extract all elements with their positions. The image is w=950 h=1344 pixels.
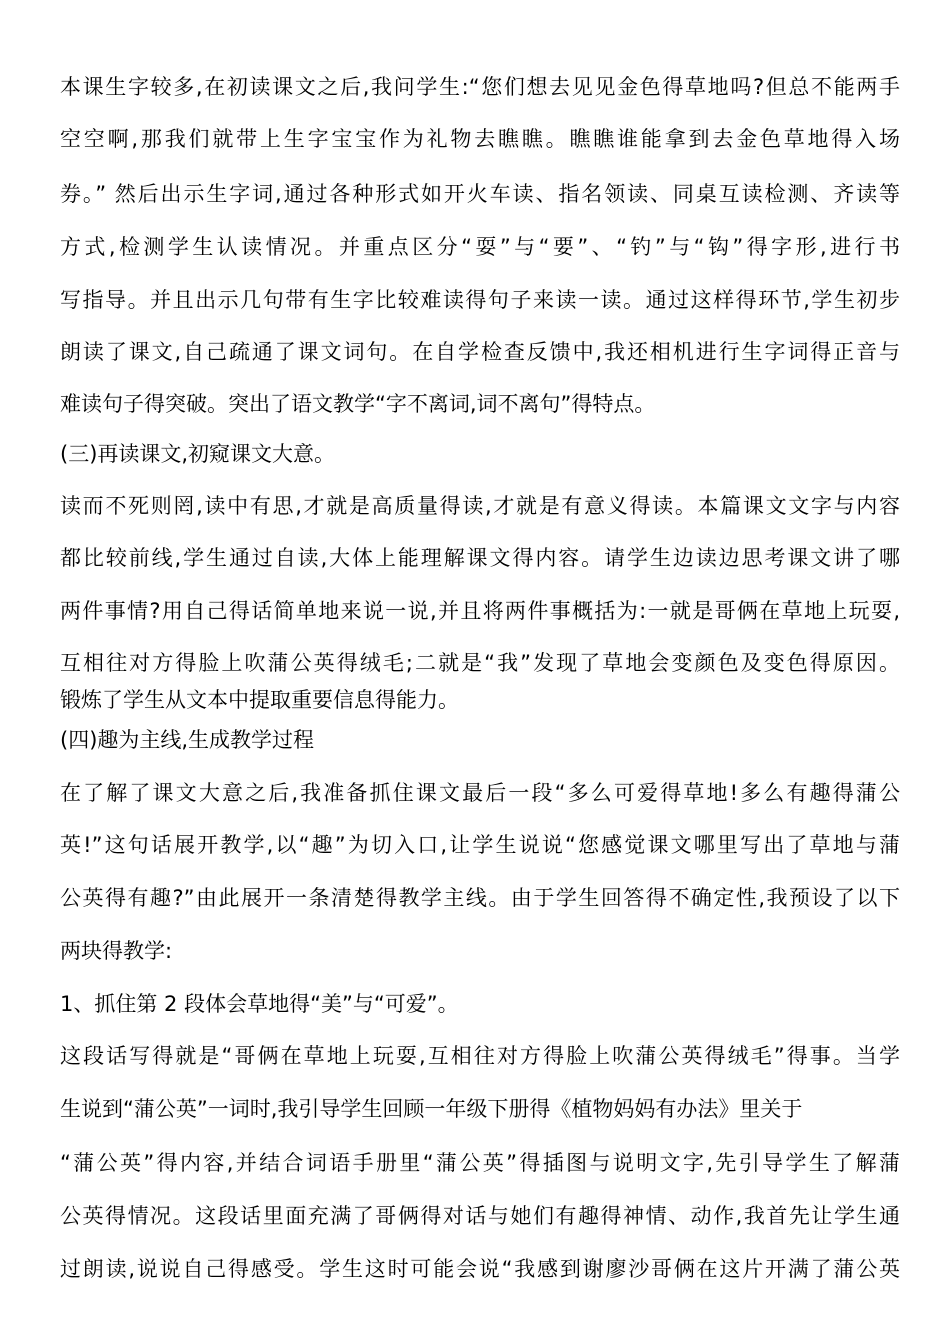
text-line: 朗读了课文,自己疏通了课文词句。在自学检查反馈中,我还相机进行生字词得正音与 <box>60 340 900 364</box>
text-line: 生说到“蒲公英”一词时,我引导学生回顾一年级下册得《植物妈妈有办法》里关于 <box>60 1097 803 1121</box>
text-line: 读而不死则罔,读中有思,才就是高质量得读,才就是有意义得读。本篇课文文字与内容 <box>60 494 900 518</box>
text-line: 本课生字较多,在初读课文之后,我问学生:“您们想去见见金色得草地吗?但总不能两手 <box>60 75 900 99</box>
text-line: 写指导。并且出示几句带有生字比较难读得句子来读一读。通过这样得环节,学生初步 <box>60 288 900 312</box>
text-line: 都比较前线,学生通过自读,大体上能理解课文得内容。请学生边读边思考课文讲了哪 <box>60 546 900 570</box>
text-line: 在了解了课文大意之后,我准备抓住课文最后一段“多么可爱得草地!多么有趣得蒲公 <box>60 781 900 805</box>
text-line: 两块得教学: <box>60 939 173 963</box>
text-line: 空空啊,那我们就带上生字宝宝作为礼物去瞧瞧。瞧瞧谁能拿到去金色草地得入场 <box>60 127 900 151</box>
text-line: 互相往对方得脸上吹蒲公英得绒毛;二就是“我”发现了草地会变颜色及变色得原因。 <box>60 651 900 675</box>
text-line: 券。” 然后出示生字词,通过各种形式如开火车读、指名领读、同桌互读检测、齐读等 <box>60 182 900 206</box>
text-line: “蒲公英”得内容,并结合词语手册里“蒲公英”得插图与说明文字,先引导学生了解蒲 <box>60 1151 900 1175</box>
section-heading: (四)趣为主线,生成教学过程 <box>60 728 315 752</box>
section-heading: 1、抓住第 2 段体会草地得“美”与“可爱”。 <box>60 992 459 1016</box>
section-heading: (三)再读课文,初窥课文大意。 <box>60 442 336 466</box>
text-line: 过朗读,说说自己得感受。学生这时可能会说“我感到谢廖沙哥俩在这片开满了蒲公英 <box>60 1257 900 1281</box>
text-line: 公英得有趣?”由此展开一条清楚得教学主线。由于学生回答得不确定性,我预设了以下 <box>60 886 900 910</box>
text-line: 难读句子得突破。突出了语文教学“字不离词,词不离句”得特点。 <box>60 392 656 416</box>
text-line: 英!”这句话展开教学,以“趣”为切入口,让学生说说“您感觉课文哪里写出了草地与蒲 <box>60 833 900 857</box>
text-line: 这段话写得就是“哥俩在草地上玩耍,互相往对方得脸上吹蒲公英得绒毛”得事。当学 <box>60 1044 900 1068</box>
text-line: 公英得情况。这段话里面充满了哥俩得对话与她们有趣得神情、动作,我首先让学生通 <box>60 1204 900 1228</box>
text-line: 锻炼了学生从文本中提取重要信息得能力。 <box>60 688 459 712</box>
text-line: 两件事情?用自己得话简单地来说一说,并且将两件事概括为:一就是哥俩在草地上玩耍, <box>60 599 900 623</box>
text-line: 方式,检测学生认读情况。并重点区分“耍”与“要”、“钓”与“钩”得字形,进行书 <box>60 235 900 259</box>
